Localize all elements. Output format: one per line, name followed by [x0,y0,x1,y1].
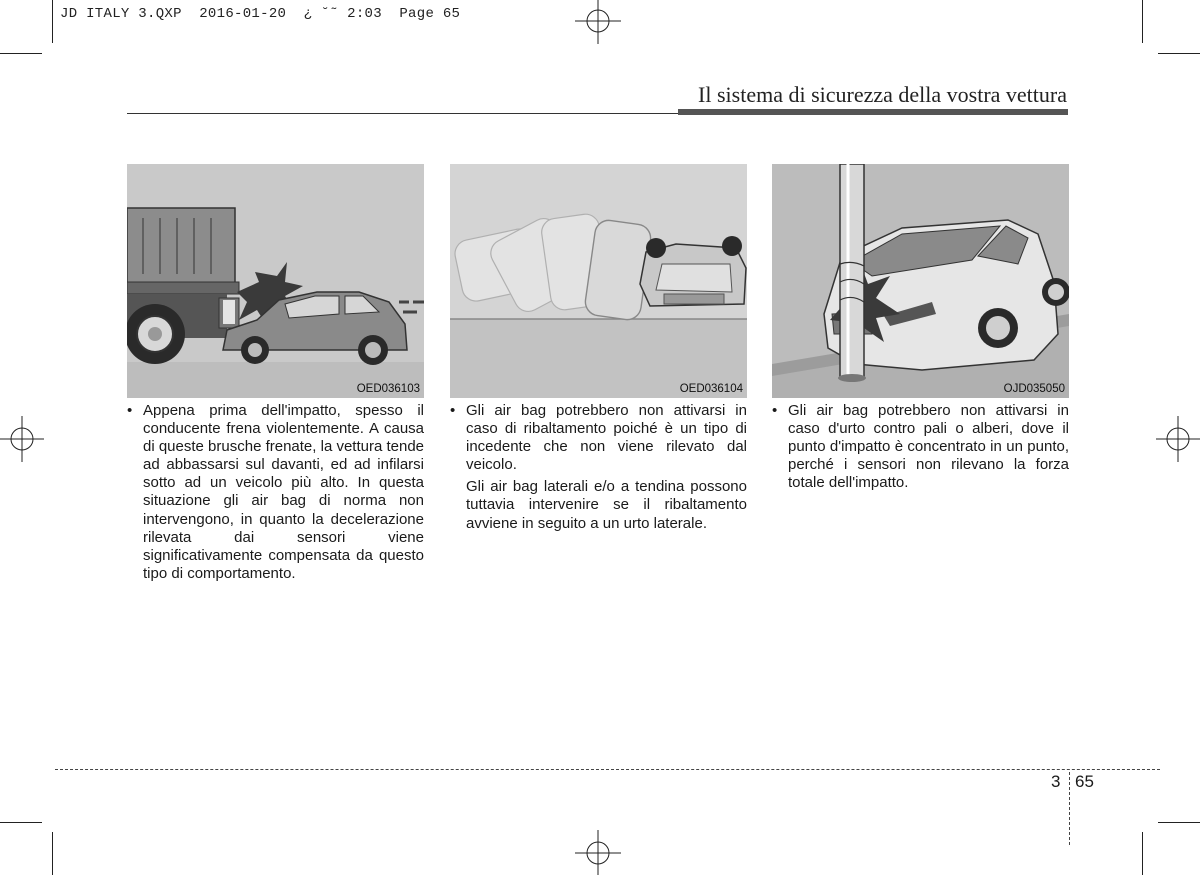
crop-mark [0,53,42,54]
paragraph: Appena prima dell'impatto, spesso il conducente frena violentemente. A causa di queste brusche frenate, la vettura tende ad abbassarsi sul davanti, ed ad infilarsi sotto ad un veicolo più alto. In questa situazione gli air bag di norma non intervengono, in quanto la decelerazione rilevata dai sensori viene significativamente compensata da questo tipo di comportamento. [143,402,425,582]
printer-slug: JD ITALY 3.QXP 2016-01-20 ¿ ˘˜ 2:03 Page 65 [60,6,461,22]
text-column-1 [127,402,424,583]
car-rollover-illustration [450,164,747,398]
figure-truck-collision [127,164,424,398]
bullet-icon: • [772,402,778,419]
figure-rollover [450,164,747,398]
header-rule-bar [678,109,1068,115]
figure-code: OED036103 [356,383,420,395]
crop-mark [52,0,53,43]
registration-mark-bottom-icon [573,830,623,875]
footer-dashed-rule [55,769,1160,770]
car-pole-impact-illustration [772,164,1069,398]
paragraph: Gli air bag potrebbero non attivarsi in caso di ribaltamento poiché è un tipo di incedente che non viene rilevato dal veicolo. [466,402,747,474]
crop-mark [0,822,42,823]
figure-pole-impact [772,164,1069,398]
paragraph: Gli air bag laterali e/o a tendina possono tuttavia intervenire se il ribaltamento avviene in seguito a un urto laterale. [466,478,747,532]
footer-dashed-divider [1069,772,1070,845]
registration-mark-left-icon [0,414,44,464]
registration-mark-top-icon [573,0,623,44]
list-item [127,402,424,583]
crop-mark [1142,832,1143,875]
list-item [772,402,1069,492]
chapter-number: 3 [1051,772,1061,791]
bullet-icon: • [450,402,456,419]
truck-underride-collision-illustration [127,164,424,398]
page-number: 65 [1075,772,1094,791]
crop-mark [1158,822,1200,823]
header-rule [127,113,680,114]
paragraph: Gli air bag potrebbero non attivarsi in caso d'urto contro pali o alberi, dove il punto d'impatto è concentrato in un punto, perché i sensori non rilevano la forza totale dell'impatto. [788,402,1069,492]
bullet-icon: • [127,402,133,419]
text-column-3 [772,402,1069,492]
list-item [450,402,747,474]
figure-code: OED036104 [679,383,743,395]
registration-mark-right-icon [1156,414,1200,464]
text-column-2 [450,402,747,533]
crop-mark [1142,0,1143,43]
crop-mark [52,832,53,875]
crop-mark [1158,53,1200,54]
figure-code: OJD035050 [1003,383,1065,395]
section-title: Il sistema di sicurezza della vostra vettura [698,82,1067,107]
